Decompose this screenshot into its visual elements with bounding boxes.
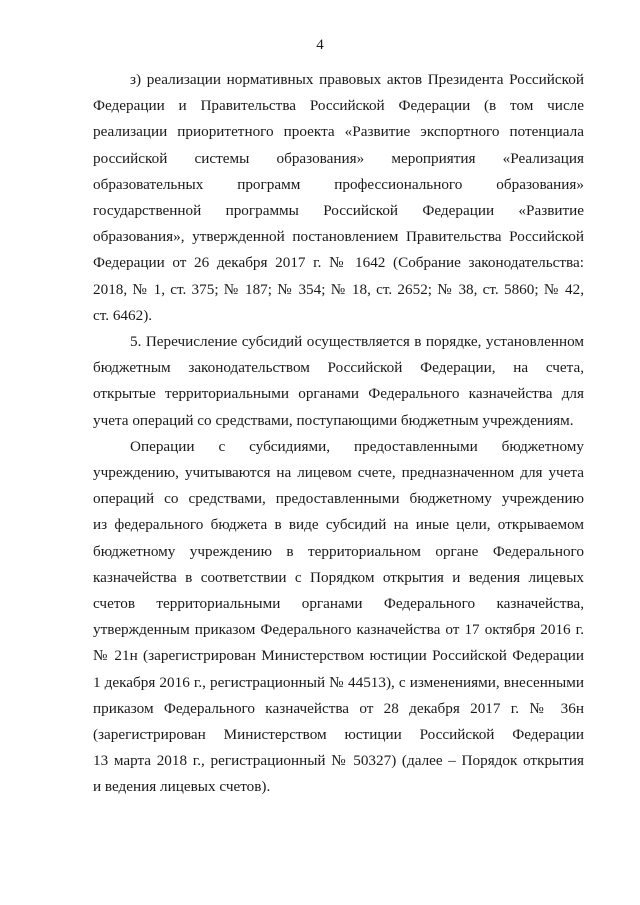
paragraph-z	[93, 67, 584, 329]
text-line: бюджетным законодательством Российской Федерации, на счета,	[93, 359, 584, 377]
text-line: 13 марта 2018 г., регистрационный № 50327) (далее – Порядок открытия	[93, 752, 584, 770]
text-line: Операции с субсидиями, предоставленными бюджетному	[130, 437, 584, 455]
page-number: 4	[316, 37, 324, 53]
text-line: учреждению, учитываются на лицевом счете, предназначенном для учета	[93, 464, 584, 482]
text-line: з) реализации нормативных правовых актов Президента Российской	[130, 71, 584, 88]
text-line: № 21н (зарегистрирован Министерством юстиции Российской Федерации	[93, 647, 584, 665]
text-line: учета операций со средствами, поступающими бюджетным учреждениям.	[93, 411, 574, 429]
paragraph-operations	[93, 434, 584, 801]
document-body	[93, 67, 584, 801]
paragraph-5	[93, 329, 584, 434]
text-line: бюджетному учреждению в территориальном органе Федерального	[93, 542, 584, 560]
text-line: и ведения лицевых счетов).	[93, 778, 271, 796]
text-line: операций со средствами, предоставленными бюджетному учреждению	[93, 490, 584, 508]
text-line: 5. Перечисление субсидий осуществляется в порядке, установленном	[130, 333, 584, 351]
text-line: государственной программы Российской Федерации «Развитие	[93, 202, 584, 220]
text-line: казначейства в соответствии с Порядком открытия и ведения лицевых	[93, 568, 584, 586]
text-line: ст. 6462).	[93, 306, 153, 324]
text-line: Федерации от 26 декабря 2017 г. № 1642 (Собрание законодательства:	[93, 254, 584, 272]
text-line: счетов территориальными органами Федерального казначейства,	[93, 595, 584, 613]
text-line: российской системы образования» мероприятия «Реализация	[93, 149, 584, 167]
text-line: образования», утвержденной постановлением Правительства Российской	[93, 228, 584, 246]
text-line: Федерации и Правительства Российской Федерации (в том числе	[93, 97, 584, 115]
text-line: реализации приоритетного проекта «Развитие экспортного потенциала	[93, 123, 584, 141]
text-line: приказом Федерального казначейства от 28 декабря 2017 г. № 36н	[93, 699, 584, 717]
text-line: образовательных программ профессионального образования»	[93, 175, 584, 193]
text-line: (зарегистрирован Министерством юстиции Российской Федерации	[93, 726, 584, 744]
text-line: утвержденным приказом Федерального казначейства от 17 октября 2016 г.	[93, 621, 584, 639]
text-line: 1 декабря 2016 г., регистрационный № 44513), с изменениями, внесенными	[93, 673, 584, 691]
text-line: открытые территориальными органами Федерального казначейства для	[93, 385, 584, 403]
text-line: из федерального бюджета в виде субсидий на иные цели, открываемом	[93, 516, 584, 534]
text-line: 2018, № 1, ст. 375; № 187; № 354; № 18, ст. 2652; № 38, ст. 5860; № 42,	[93, 280, 584, 298]
